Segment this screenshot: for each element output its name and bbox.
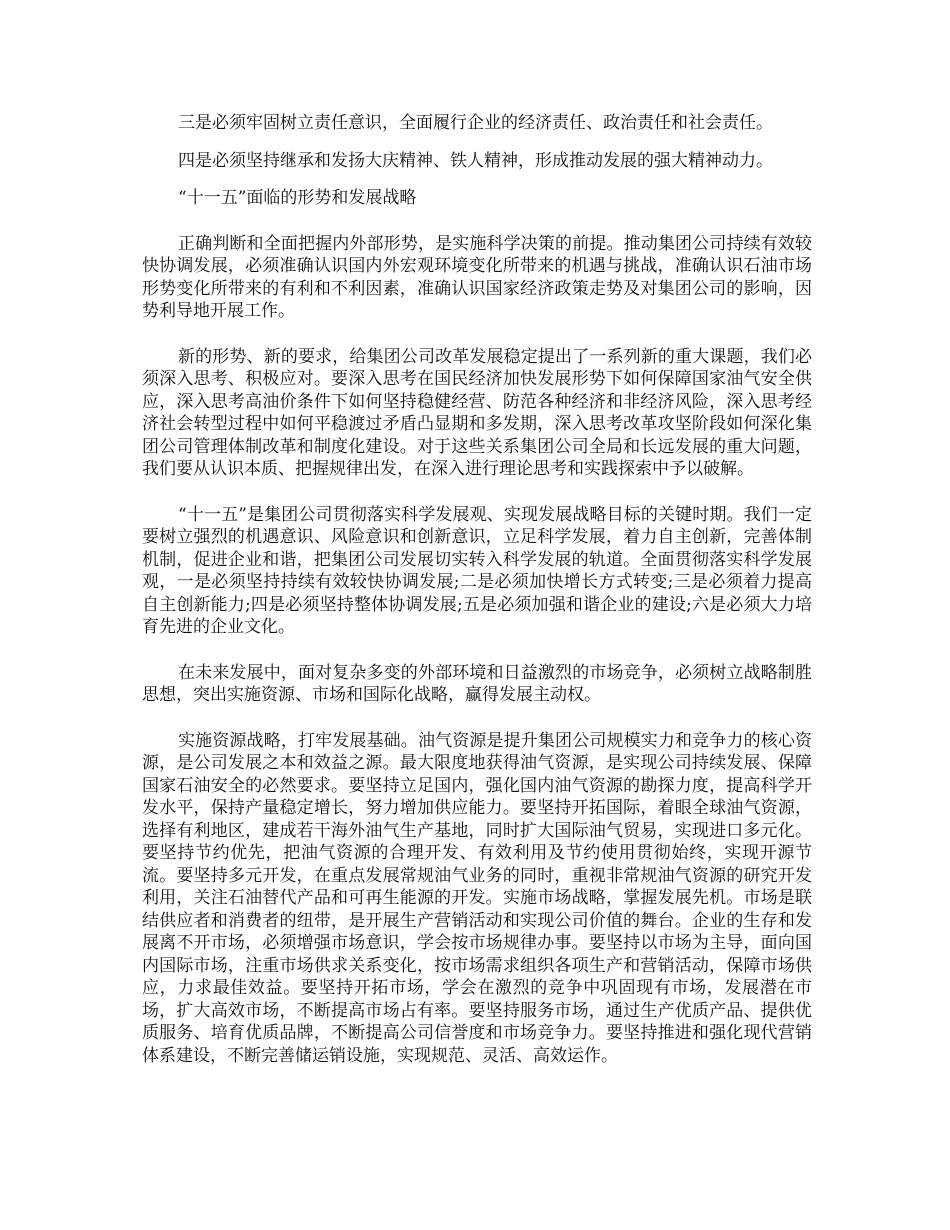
paragraph-spirit: 四是必须坚持继承和发扬大庆精神、铁人精神，形成推动发展的强大精神动力。 <box>178 150 773 171</box>
paragraph-strategy: 在未来发展中，面对复杂多变的外部环境和日益激烈的市场竞争，必须树立战略制胜思想，突出实施资源、市场和国际化战略，赢得发展主动权。 <box>142 662 812 705</box>
section-heading: “十一五”面临的形势和发展战略 <box>178 188 417 208</box>
paragraph-resource-market-strategy: 实施资源战略，打牢发展基础。油气资源是提升集团公司规模实力和竞争力的核心资源，是公司发展之本和效益之源。最大限度地获得油气资源，是实现公司持续发展、保障国家石油安全的必然要求。要坚持立足国内，强化国内油气资源的勘探力度，提高科学开发水平，保持产量稳定增长，努力增加供应能力。要坚持开拓国际，着眼全球油气资源，选择有利地区，建成若干海外油气生产基地，同时扩大国际油气贸易，实现进口多元化。要坚持节约优先，把油气资源的合理开发、有效利用及节约使用贯彻始终，实现开源节流。要坚持多元开发，在重点发展常规油气业务的同时，重视非常规油气资源的研究开发利用，关注石油替代产品和可再生能源的开发。实施市场战略，掌握发展先机。市场是联结供应者和消费者的纽带，是开展生产营销活动和实现公司价值的舞台。企业的生存和发展离不开市场，必须增强市场意识，学会按市场规律办事。要坚持以市场为主导，面向国内国际市场，注重市场供求关系变化，按市场需求组织各项生产和营销活动，保障市场供应，力求最佳效益。要坚持开拓市场，学会在激烈的竞争中巩固现有市场，发展潜在市场，扩大高效市场，不断提高市场占有率。要坚持服务市场，通过生产优质产品、提供优质服务、培育优质品牌，不断提高公司信誉度和市场竞争力。要坚持推进和强化现代营销体系建设，不断完善储运销设施，实现规范、灵活、高效运作。 <box>142 730 812 1066</box>
paragraph-situation: 正确判断和全面把握内外部形势，是实施科学决策的前提。推动集团公司持续有效较快协调发展，必须准确认识国内外宏观环境变化所带来的机遇与挑战，准确认识石油市场形势变化所带来的有利和不利因素，准确认识国家经济政策走势及对集团公司的影响，因势利导地开展工作。 <box>142 233 812 321</box>
paragraph-responsibility: 三是必须牢固树立责任意识，全面履行企业的经济责任、政治责任和社会责任。 <box>178 113 773 133</box>
paragraph-new-requirements: 新的形势、新的要求，给集团公司改革发展稳定提出了一系列新的重大课题，我们必须深入思考、积极应对。要深入思考在国民经济加快发展形势下如何保障国家油气安全供应，深入思考高油价条件下如何坚持稳健经营、防范各种经济和非经济风险，深入思考经济社会转型过程中如何平稳渡过矛盾凸显期和多发期，深入思考改革攻坚阶段如何深化集团公司管理体制改革和制度化建设。对于这些关系集团公司全局和长远发展的重大问题，我们要从认识本质、把握规律出发，在深入进行理论思考和实践探索中予以破解。 <box>142 346 812 479</box>
document-page <box>142 112 812 1067</box>
paragraph-eleventh-five-year: “十一五”是集团公司贯彻落实科学发展观、实现发展战略目标的关键时期。我们一定要树立强烈的机遇意识、风险意识和创新意识，立足科学发展，着力自主创新，完善体制机制，促进企业和谐，把集团公司发展切实转入科学发展的轨道。全面贯彻落实科学发展观，一是必须坚持持续有效较快协调发展;二是必须加快增长方式转变;三是必须着力提高自主创新能力;四是必须坚持整体协调发展;五是必须加强和谐企业的建设;六是必须大力培育先进的企业文化。 <box>142 504 812 637</box>
